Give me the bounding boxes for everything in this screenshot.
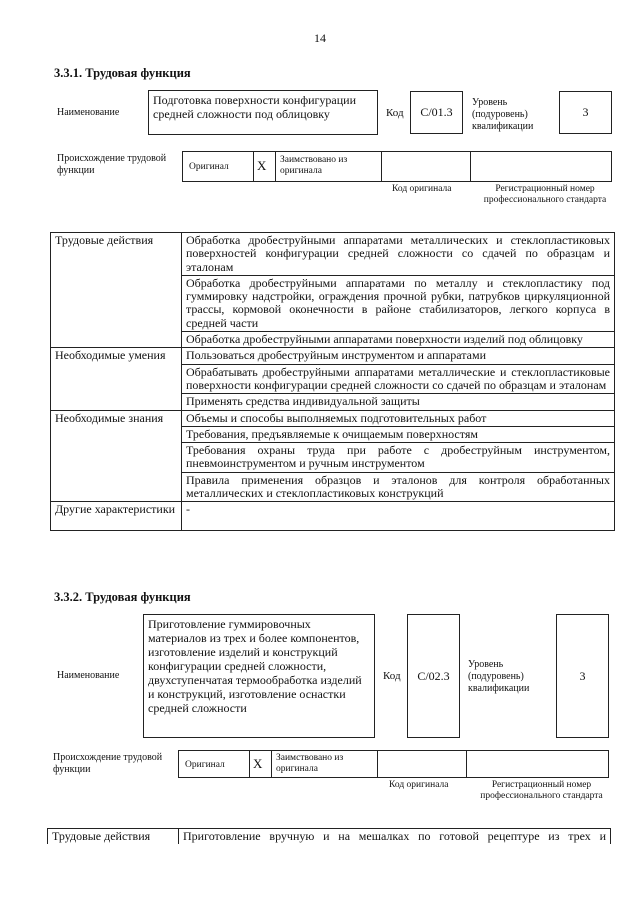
code-original-label: Код оригинала [389,780,449,790]
code-box [410,91,463,134]
level-label: Уровень (подуровень) квалификации [472,97,534,132]
code-value: C/01.3 [420,105,453,119]
function-name-box [143,614,375,738]
section-title-3-3-1: 3.3.1. Трудовая функция [54,66,191,80]
origin-table [182,151,612,182]
knowledge-item: Правила применения образцов и эталонов для контроля обработанных металлических и стеклопластиковых конструкций [182,472,615,502]
other-characteristics-label: Другие характеристики [55,502,176,517]
other-characteristics-value: - [182,502,615,531]
code-box [407,614,460,738]
original-mark: X [253,756,263,771]
skill-item: Пользоваться дробеструйным инструментом и аппаратами [182,348,615,364]
name-label: Наименование [57,670,120,681]
labor-actions-label: Трудовые действия [52,829,151,843]
level-box [559,91,612,134]
level-box [556,614,609,738]
knowledge-item: Требования охраны труда при работе с дробеструйным инструментом, пневмоинструментом и ручным инструментом [182,443,615,473]
labor-action-item: Приготовление вручную и на мешалках по готовой рецептуре из трех и [179,829,611,845]
knowledge-label: Необходимые знания [55,410,164,425]
labor-action-item: Обработка дробеструйными аппаратами металлических и стеклопластиковых поверхностей конфигурации средней сложности со сдачей по образцам и эталонам [182,233,615,276]
labor-function-table-2 [47,828,611,844]
section-title-3-3-2: 3.3.2. Трудовая функция [54,590,191,604]
labor-actions-label: Трудовые действия [55,233,154,247]
code-value: C/02.3 [417,668,450,683]
code-label: Код [383,670,401,682]
origin-table [178,750,609,778]
code-original-label: Код оригинала [392,184,452,194]
code-label: Код [386,107,404,119]
reg-number-label: Регистрационный номер профессионального стандарта [483,184,607,205]
skill-item: Обрабатывать дробеструйными аппаратами металлические и стеклопластиковые поверхности конфигурации средней сложности со сдачей по образцам и эталонам [182,364,615,394]
original-mark: X [257,158,267,173]
level-value: 3 [582,105,589,119]
knowledge-item: Требования, предъявляемые к очищаемым поверхностям [182,426,615,442]
reg-number-label: Регистрационный номер профессионального стандарта [480,780,603,801]
level-label: Уровень (подуровень) квалификации [468,659,530,694]
borrowed-label: Заимствовано из оригинала [280,155,348,176]
function-name-text: Подготовка поверхности конфигурации средней сложности под облицовку [153,93,357,121]
skill-item: Применять средства индивидуальной защиты [182,394,615,410]
origin-label: Происхождение трудовой функции [53,752,163,775]
knowledge-item: Объемы и способы выполняемых подготовительных работ [182,410,615,426]
page-number: 14 [314,31,326,45]
function-name-text: Приготовление гуммировочных материалов из трех и более компонентов, изготовление изделий и конструкций конфигурации средней сложности, двухступенчатая термообработка изделий и конструкций, изготовление оснастки средней сложности [148,617,362,715]
origin-label: Происхождение трудовой функции [57,153,167,176]
labor-action-item: Обработка дробеструйными аппаратами поверхности изделий под облицовку [182,332,615,348]
original-label: Оригинал [189,162,229,172]
borrowed-label: Заимствовано из оригинала [276,753,344,774]
labor-function-table [50,232,615,531]
name-label: Наименование [57,107,120,118]
labor-action-item: Обработка дробеструйными аппаратами по металлу и стеклопластику под гуммировку надстройки, ограждения прочной рубки, патрубков циркуляционной трассы, кормовой оконечности в районе стабилизаторов, легкого корпуса в средней части [182,275,615,331]
skills-label: Необходимые умения [55,348,166,363]
level-value: 3 [579,668,586,683]
function-name-box [148,90,378,135]
original-label: Оригинал [185,760,225,770]
